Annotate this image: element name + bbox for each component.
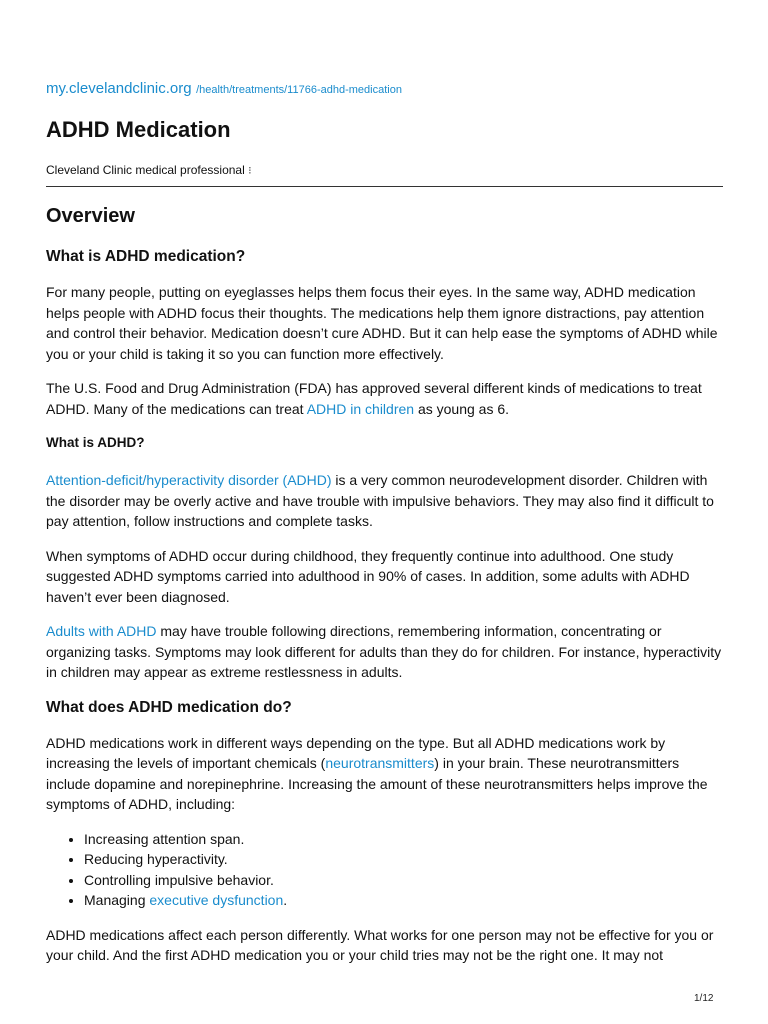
paragraph-fda-text-1: The U.S. Food and Drug Administration (FDA) has approved several different kinds of medications to treat ADHD. Many of the medications can treat bbox=[46, 380, 702, 417]
paragraph-neurotransmitters bbox=[46, 733, 726, 815]
adults-with-adhd-link[interactable]: Adults with ADHD bbox=[46, 623, 157, 639]
what-is-adhd-medication-heading: What is ADHD medication? bbox=[46, 248, 246, 265]
paragraph-fda bbox=[46, 378, 726, 419]
what-does-adhd-medication-do-heading: What does ADHD medication do? bbox=[46, 698, 292, 716]
url-domain-link[interactable]: my.clevelandclinic.org bbox=[46, 80, 192, 97]
paragraph-neurotransmitters-text-2: ) in your brain. These neurotransmitters include dopamine and norepinephrine. Increasing the amount of these neurotransmitters helps improve the symptoms of ADHD, including: bbox=[46, 755, 708, 812]
paragraph-neurotransmitters-text-1: ADHD medications work in different ways depending on the type. But all ADHD medications work by increasing the levels of important chemicals ( bbox=[46, 734, 666, 771]
list-item-period: . bbox=[283, 892, 288, 908]
adhd-in-children-link[interactable]: ADHD in children bbox=[306, 400, 415, 417]
executive-dysfunction-link[interactable]: executive dysfunction bbox=[149, 892, 284, 908]
byline-text: Cleveland Clinic medical professional bbox=[46, 163, 245, 177]
paragraph-adhd-definition-text: is a very common neurodevelopment disorder. Children with the disorder may be overly active and have trouble with impulsive behaviors. They may also find it difficult to pay attention, follow instructions and complete tasks. bbox=[46, 472, 714, 529]
list-item: • Controlling impulsive behavior. bbox=[84, 870, 726, 891]
neurotransmitters-link[interactable]: neurotransmitters bbox=[325, 755, 435, 771]
byline bbox=[46, 163, 251, 177]
article-body bbox=[46, 203, 726, 980]
url-path-link[interactable]: /health/treatments/11766-adhd-medication bbox=[196, 84, 402, 96]
overview-heading: Overview bbox=[46, 205, 135, 227]
byline-dots-icon: ⁝ bbox=[248, 165, 251, 177]
adhd-definition-link[interactable]: Attention-deficit/hyperactivity disorder (ADHD) bbox=[46, 472, 332, 488]
list-item bbox=[84, 890, 726, 911]
paragraph-adhd-definition bbox=[46, 470, 726, 532]
paragraph-affects-differently: ADHD medications affect each person differently. What works for one person may not be effective for you or your child. And the first ADHD medication you or your child tries may not be the right one. It may not bbox=[46, 926, 714, 963]
header-divider bbox=[46, 186, 723, 187]
list-item: • Increasing attention span. bbox=[84, 829, 726, 850]
page-title: ADHD Medication bbox=[46, 117, 231, 142]
list-item-text: Managing bbox=[84, 892, 150, 908]
paragraph-eyeglasses: For many people, putting on eyeglasses helps them focus their eyes. In the same way, ADHD medication helps people with ADHD focus their thoughts. The medications help them ignore distractions, pay attention and control their behavior. Medication doesn’t cure ADHD. But it can help ease the symptoms of ADHD while you or your child is taking it so you can function more effectively. bbox=[46, 284, 718, 362]
page-number: 1/12 bbox=[694, 993, 714, 1004]
paragraph-adulthood: When symptoms of ADHD occur during childhood, they frequently continue into adulthood. One study suggested ADHD symptoms carried into adulthood in 90% of cases. In addition, some adults with ADHD haven’t ever been diagnosed. bbox=[46, 547, 690, 605]
what-is-adhd-heading: What is ADHD? bbox=[46, 435, 145, 450]
source-url[interactable] bbox=[46, 80, 402, 98]
list-item: • Reducing hyperactivity. bbox=[84, 849, 726, 870]
paragraph-adults-text: may have trouble following directions, remembering information, concentrating or organizing tasks. Symptoms may look different for adults than they do for children. For instance, hyperactivity in children may appear as extreme restlessness in adults. bbox=[46, 623, 722, 680]
paragraph-adults bbox=[46, 621, 726, 683]
symptom-improvement-list bbox=[46, 829, 726, 911]
paragraph-fda-text-2: as young as 6. bbox=[414, 400, 510, 417]
